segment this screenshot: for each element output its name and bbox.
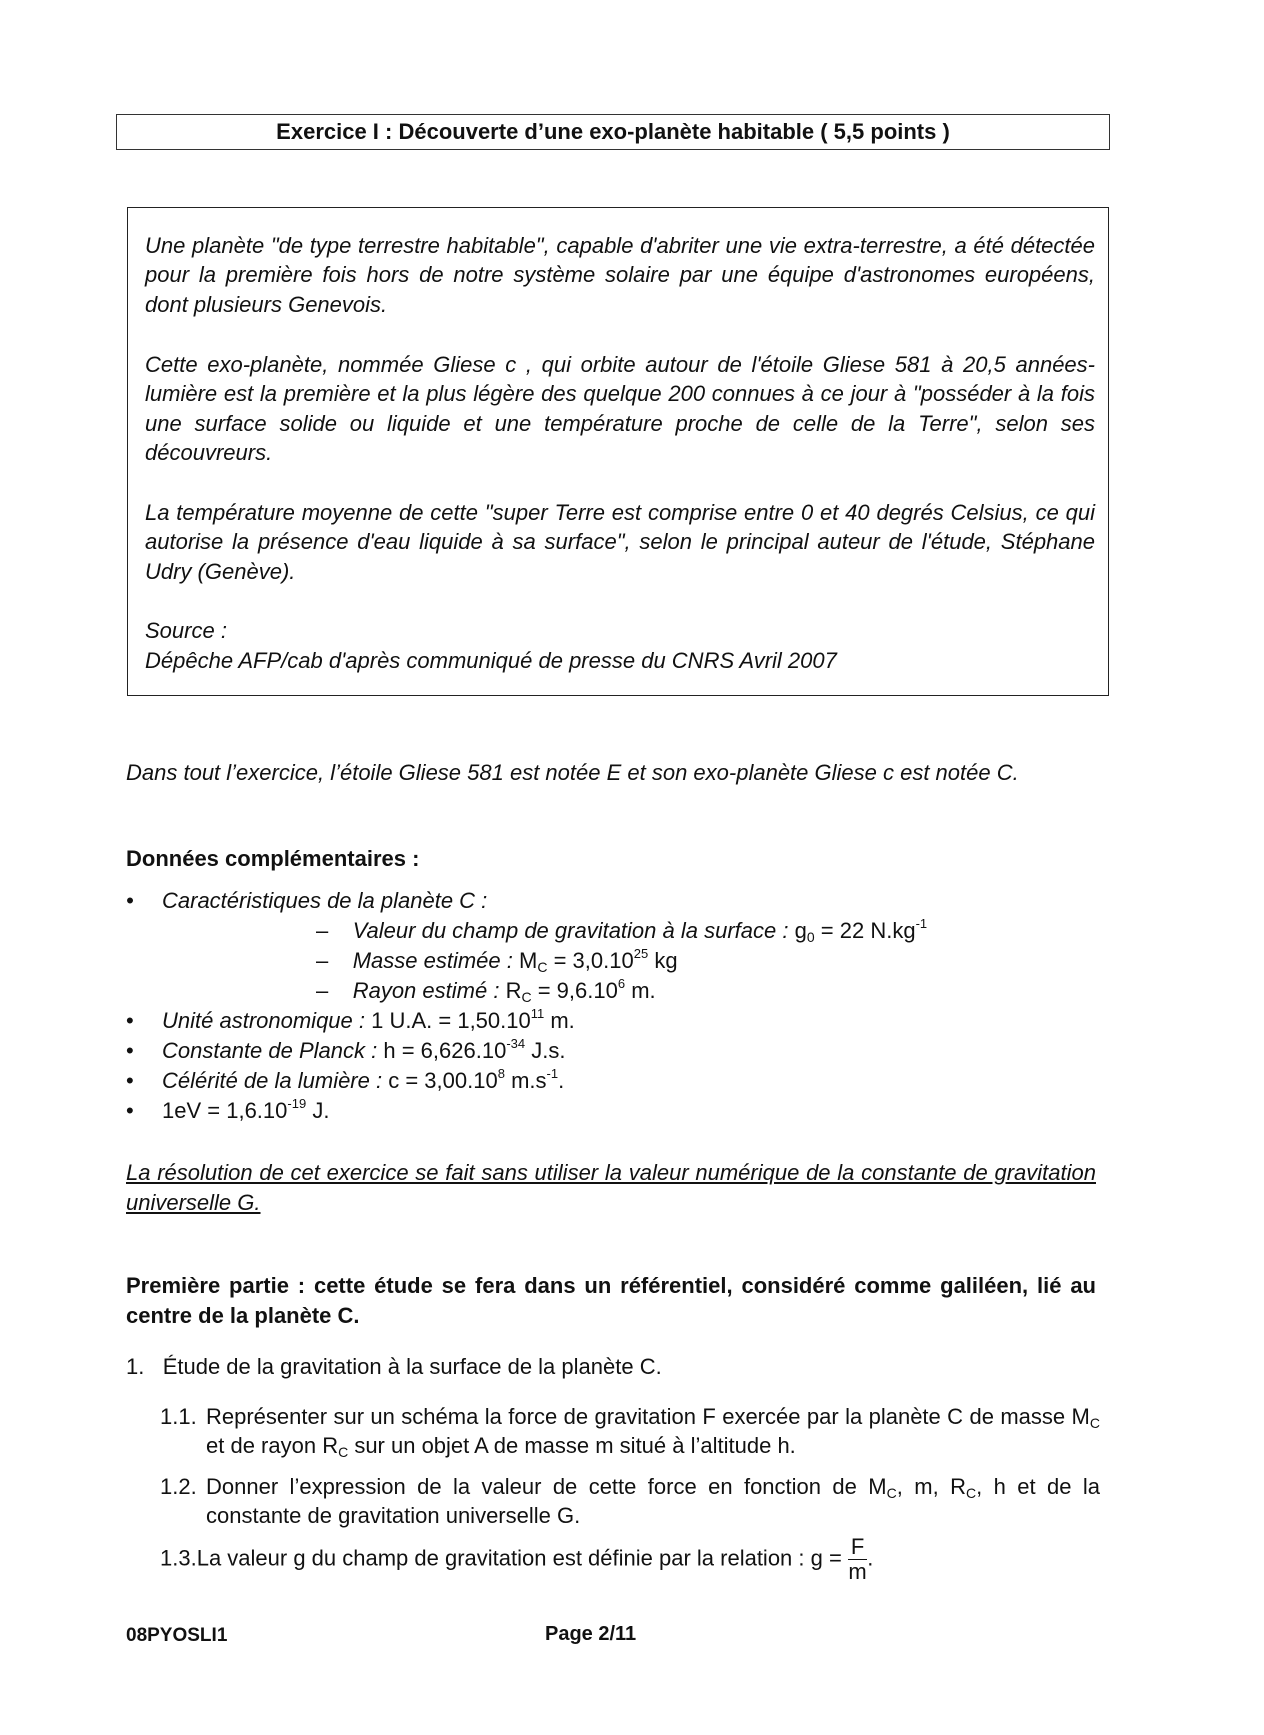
quote-paragraph-3: La température moyenne de cette "super Terre est comprise entre 0 et 40 degrés Celsius, ce qui autorise la présence d'eau liquide à sa surface", selon le principal auteur de l'étude, Stéphane Udry (Genève).: [145, 500, 1095, 584]
donnees-title: Données complémentaires :: [126, 846, 420, 871]
data-g0: [316, 918, 927, 944]
bullet-text: [162, 1068, 564, 1094]
unit: m.s: [511, 1068, 547, 1093]
question-number: 1.1.: [160, 1404, 197, 1429]
denominator: m: [848, 1559, 867, 1584]
value: = 3,0.10: [553, 948, 634, 973]
question-text: Représenter sur un schéma la force de gravitation F exercée par la planète C de masse M: [206, 1404, 1090, 1429]
exercise-title: Exercice I : Découverte d’une exo-planète habitable ( 5,5 points ): [116, 114, 1110, 150]
exponent: -1: [915, 916, 928, 931]
unit: m.: [631, 978, 656, 1003]
period: .: [558, 1068, 565, 1093]
subscript: C: [1089, 1415, 1100, 1431]
subscript: C: [521, 989, 532, 1005]
symbol: R: [505, 978, 522, 1003]
period: .: [867, 1545, 874, 1571]
label: Valeur du champ de gravitation à la surface :: [352, 918, 789, 943]
exponent: 8: [497, 1066, 505, 1081]
question-number: 1.3.: [160, 1545, 197, 1571]
dash: –: [316, 978, 329, 1003]
fraction-f-over-m: [848, 1535, 867, 1584]
value: = 22 N.kg: [820, 918, 916, 943]
unit: J.s.: [531, 1038, 566, 1063]
question-text: sur un objet A de masse m situé à l’altitude h.: [348, 1433, 796, 1458]
question-text: et de rayon R: [206, 1433, 339, 1458]
intro-text: Dans tout l’exercice, l’étoile Gliese 581 est notée E et son exo-planète Gliese c est notée C.: [126, 760, 1019, 785]
label: Rayon estimé :: [352, 978, 500, 1003]
subscript: C: [886, 1485, 897, 1501]
data-mass: [316, 948, 678, 974]
question-text: , m, R: [896, 1474, 966, 1499]
unit: m.: [550, 1008, 575, 1033]
numerator: F: [848, 1535, 867, 1560]
unit-exponent: -1: [546, 1066, 559, 1081]
bullet-icon: •: [126, 1038, 134, 1063]
quote-paragraph-2: Cette exo-planète, nommée Gliese c , qui orbite autour de l'étoile Gliese 581 à 20,5 années-lumière est la première et la plus légère des quelque 200 connues à ce jour à "posséder à la fois une surface solide ou liquide et une température proche de celle de la Terre", selon ses découvreurs.: [145, 352, 1095, 465]
question-text: , h et de la constante de gravitation universelle G.: [206, 1474, 1101, 1528]
question-text: La valeur g du champ de gravitation est définie par la relation : g =: [196, 1545, 842, 1571]
bullet-text: [162, 1008, 575, 1034]
question-text: Étude de la gravitation à la surface de la planète C.: [162, 1354, 662, 1379]
bullet-text: [162, 1038, 565, 1064]
value: = 9,6.10: [537, 978, 618, 1003]
unit: J.: [312, 1098, 330, 1123]
part1-title: Première partie : cette étude se fera dans un référentiel, considéré comme galiléen, lié au centre de la planète C.: [126, 1273, 1096, 1328]
question-1-1: [160, 1402, 1100, 1460]
quote-box: [127, 207, 1109, 696]
unit: kg: [654, 948, 678, 973]
dash: –: [316, 948, 329, 973]
symbol: M: [519, 948, 538, 973]
quote-source-label: Source :: [145, 618, 227, 643]
symbol: g: [794, 918, 807, 943]
subscript: C: [338, 1444, 349, 1460]
exponent: 6: [617, 976, 626, 991]
value: 1 U.A. = 1,50.10: [371, 1008, 531, 1033]
quote-paragraph-1: Une planète "de type terrestre habitable", capable d'abriter une vie extra-terrestre, a été détectée pour la première fois hors de notre système solaire par une équipe d'astronomes européens, dont plusieurs Genevois.: [145, 233, 1095, 317]
footer-page: Page 2/11: [545, 1623, 637, 1645]
label: Célérité de la lumière :: [162, 1068, 383, 1093]
subscript: C: [537, 959, 548, 975]
bullet-icon: •: [126, 1068, 134, 1093]
bullet-text: Caractéristiques de la planète C :: [162, 888, 488, 913]
label: Masse estimée :: [352, 948, 513, 973]
quote-source: Dépêche AFP/cab d'après communiqué de presse du CNRS Avril 2007: [145, 648, 837, 673]
subscript: C: [966, 1485, 977, 1501]
exponent: 25: [633, 946, 649, 961]
bullet-icon: •: [126, 888, 134, 913]
bullet-icon: •: [126, 1098, 134, 1123]
value: 1eV = 1,6.10: [162, 1098, 288, 1123]
value: c = 3,00.10: [388, 1068, 498, 1093]
exponent: -19: [287, 1096, 307, 1111]
label: Unité astronomique :: [162, 1008, 365, 1033]
dash: –: [316, 918, 329, 943]
value: h = 6,626.10: [383, 1038, 507, 1063]
bullet-text: [162, 1098, 329, 1124]
note-no-g: La résolution de cet exercice se fait sans utiliser la valeur numérique de la constante de gravitation universelle G.: [126, 1160, 1096, 1215]
question-1-3: [160, 1535, 873, 1584]
subscript: 0: [806, 929, 815, 945]
question-1-2: [160, 1472, 1100, 1530]
footer-code: 08PYOSLI1: [126, 1625, 228, 1646]
data-radius: [316, 978, 656, 1004]
exponent: -34: [506, 1036, 526, 1051]
label: Constante de Planck :: [162, 1038, 378, 1063]
question-number: 1.: [126, 1354, 145, 1379]
question-1: [126, 1354, 662, 1380]
exponent: 11: [530, 1006, 545, 1021]
bullet-icon: •: [126, 1008, 134, 1033]
question-text: Donner l’expression de la valeur de cette force en fonction de M: [206, 1474, 887, 1499]
question-number: 1.2.: [160, 1474, 197, 1499]
